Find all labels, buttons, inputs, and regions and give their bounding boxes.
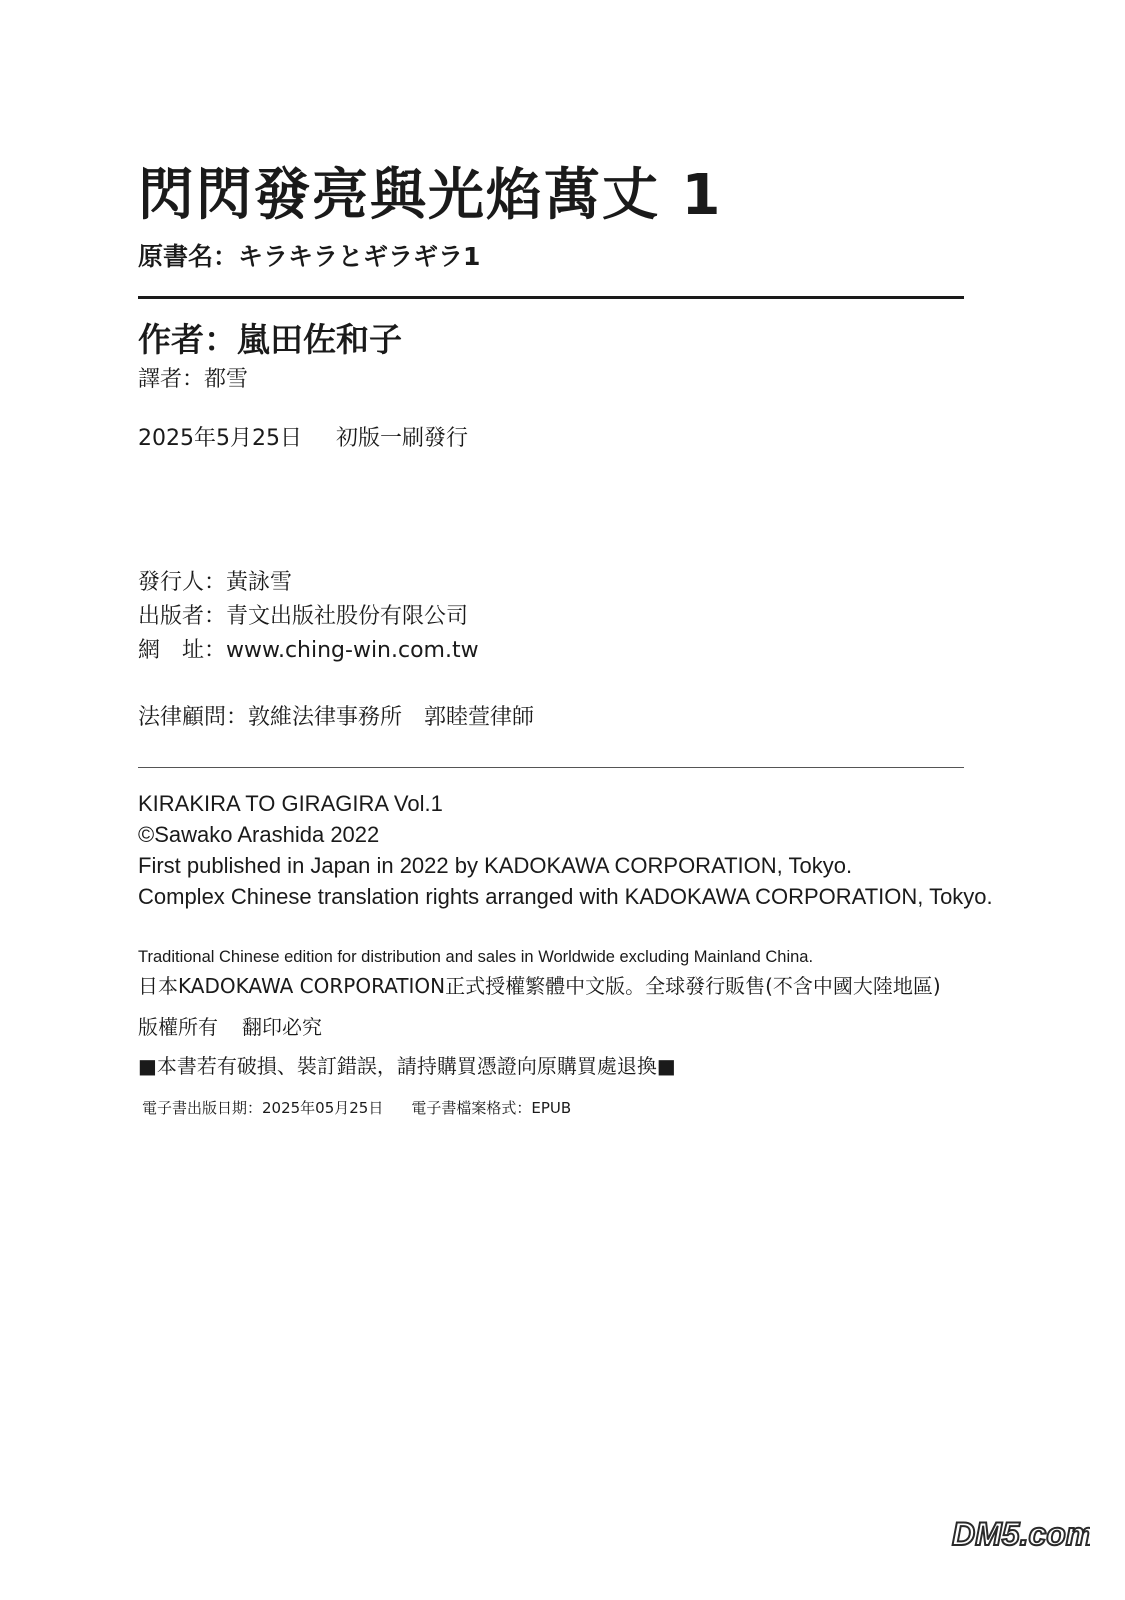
distribution-english: Traditional Chinese edition for distribution and sales in Worldwide excluding Mainland China. [138, 948, 814, 966]
english-series-title: KIRAKIRA TO GIRAGIRA Vol.1 [138, 791, 443, 816]
publisher-line: 出版者：青文出版社股份有限公司 [138, 604, 469, 629]
distribution-chinese: 日本KADOKAWA CORPORATION正式授權繁體中文版。全球發行販售(不含中國大陸地區) [138, 974, 941, 998]
edition-date: 2025年5月25日 [138, 426, 302, 451]
english-copyright: ©Sawako Arashida 2022 [138, 822, 380, 847]
divider-thin [138, 767, 964, 768]
original-title: 原書名：キラキラとギラギラ1 [138, 242, 481, 271]
translator-credit: 譯者：都雪 [138, 367, 249, 392]
legal-counsel: 法律顧問：敦維法律事務所 郭睦萱律師 [138, 705, 535, 730]
divider-thick [138, 296, 964, 299]
rights-part1: 版權所有 [138, 1015, 218, 1039]
edition-label: 初版一刷發行 [335, 426, 468, 451]
author-credit: 作者：嵐田佐和子 [138, 320, 402, 359]
book-title: 閃閃發亮與光焰萬丈 1 [138, 163, 723, 228]
ebook-format: 電子書檔案格式：EPUB [411, 1099, 572, 1117]
english-first-published: First published in Japan in 2022 by KADOKAWA CORPORATION, Tokyo. [138, 853, 853, 878]
ebook-info [142, 1097, 571, 1119]
watermark-icon [950, 1513, 1090, 1553]
ebook-date: 電子書出版日期：2025年05月25日 [142, 1099, 384, 1117]
edition-line [138, 424, 468, 454]
return-notice: ■本書若有破損、裝訂錯誤，請持購買憑證向原購買處退換■ [138, 1054, 676, 1078]
site-watermark-logo [950, 1513, 1090, 1553]
watermark-text: DM5.com [952, 1516, 1090, 1552]
english-translation-rights: Complex Chinese translation rights arranged with KADOKAWA CORPORATION, Tokyo. [138, 884, 993, 909]
rights-reserved [138, 1013, 322, 1041]
website-line: 網 址：www.ching-win.com.tw [138, 638, 479, 663]
rights-part2: 翻印必究 [242, 1015, 322, 1039]
issuer-line: 發行人：黃詠雪 [138, 570, 293, 595]
